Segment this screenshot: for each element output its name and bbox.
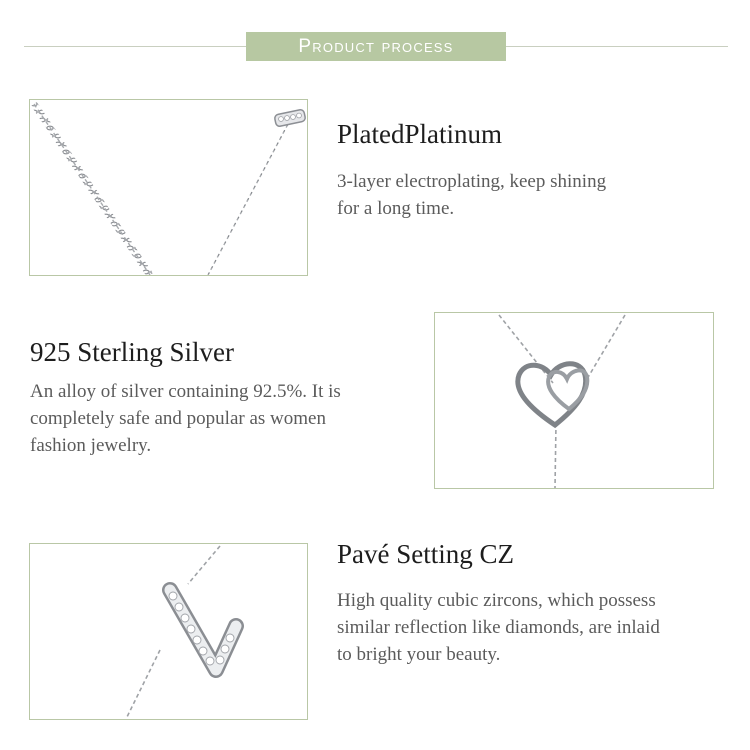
- heart-lariat-necklace-photo: [435, 313, 713, 488]
- pave-setting-photo: [29, 543, 308, 720]
- header-divider-right: [506, 46, 728, 47]
- section-title-sterling-silver: 925 Sterling Silver: [30, 337, 234, 367]
- plated-platinum-photo: [29, 99, 308, 276]
- section-description-plated-platinum: 3-layer electroplating, keep shining for a long time.: [337, 171, 607, 219]
- cz-letter-v-pendant-photo: [30, 544, 307, 719]
- section-header-banner: Product process: [246, 32, 506, 61]
- section-title-plated-platinum: PlatedPlatinum: [337, 119, 502, 149]
- sterling-silver-photo: [434, 312, 714, 489]
- header-divider-left: [24, 46, 246, 47]
- section-description-sterling-silver: An alloy of silver containing 92.5%. It is completely safe and popular as women fashion jewelry.: [30, 381, 341, 456]
- section-title-pave-setting: Pavé Setting CZ: [337, 539, 514, 569]
- letter-v-necklace-chain-photo: [30, 100, 307, 275]
- section-description-pave-setting: High quality cubic zircons, which possess similar reflection like diamonds, are inlaid to bright your beauty.: [337, 590, 660, 665]
